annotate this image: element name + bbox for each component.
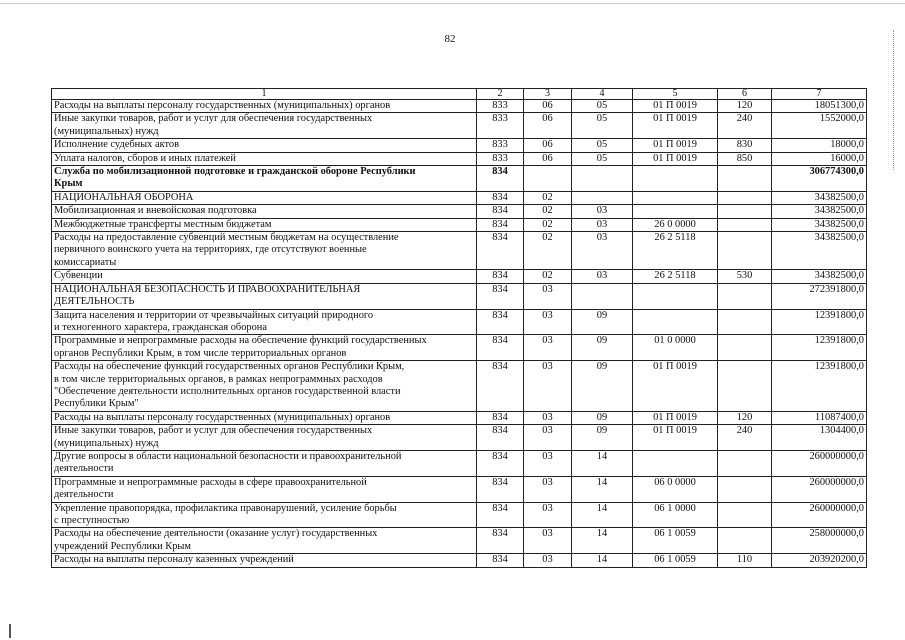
row-target-article: 06 1 0059 (633, 554, 718, 567)
row-ved-code: 834 (477, 309, 524, 335)
header-col-6: 6 (718, 89, 772, 100)
row-section-code: 02 (524, 205, 572, 218)
row-expense-type: 110 (718, 554, 772, 567)
row-name-cell: Расходы на обеспечение деятельности (оказание услуг) государственных учреждений Республики Крым (52, 528, 477, 554)
row-subsection-code: 14 (572, 450, 633, 476)
row-name-cell: Расходы на предоставление субвенций местным бюджетам на осуществление первичного воинского учета на территориях, где отсутствуют военные комиссариаты (52, 232, 477, 270)
table-row (52, 283, 867, 309)
budget-table (51, 88, 867, 568)
row-subsection-code: 05 (572, 100, 633, 113)
row-amount: 16000,0 (772, 152, 867, 165)
row-expense-type: 530 (718, 270, 772, 283)
row-ved-code: 833 (477, 113, 524, 139)
row-amount: 12391800,0 (772, 361, 867, 412)
row-section-code: 03 (524, 309, 572, 335)
row-subsection-code (572, 166, 633, 192)
row-subsection-code: 05 (572, 152, 633, 165)
row-subsection-code: 09 (572, 425, 633, 451)
table-row (52, 232, 867, 270)
table-row (52, 270, 867, 283)
row-section-code: 03 (524, 476, 572, 502)
row-target-article: 01 П 0019 (633, 100, 718, 113)
row-section-code: 03 (524, 335, 572, 361)
row-expense-type: 240 (718, 425, 772, 451)
row-ved-code: 834 (477, 476, 524, 502)
row-section-code: 03 (524, 502, 572, 528)
row-section-code: 03 (524, 554, 572, 567)
scan-top-edge (0, 3, 905, 4)
table-row (52, 476, 867, 502)
row-name-cell: НАЦИОНАЛЬНАЯ БЕЗОПАСНОСТЬ И ПРАВООХРАНИТЕЛЬНАЯ ДЕЯТЕЛЬНОСТЬ (52, 283, 477, 309)
row-name-cell: Мобилизационная и вневойсковая подготовка (52, 205, 477, 218)
row-ved-code: 834 (477, 361, 524, 412)
row-expense-type: 850 (718, 152, 772, 165)
row-section-code: 06 (524, 139, 572, 152)
row-expense-type (718, 232, 772, 270)
row-name-cell: Другие вопросы в области национальной безопасности и правоохранительной деятельности (52, 450, 477, 476)
row-section-code: 06 (524, 100, 572, 113)
row-subsection-code: 14 (572, 476, 633, 502)
row-target-article: 06 0 0000 (633, 476, 718, 502)
row-amount: 34382500,0 (772, 218, 867, 231)
row-section-code: 03 (524, 283, 572, 309)
row-section-code (524, 166, 572, 192)
row-ved-code: 834 (477, 502, 524, 528)
row-name-cell: Укрепление правопорядка, профилактика правонарушений, усиление борьбы с преступностью (52, 502, 477, 528)
row-section-code: 02 (524, 191, 572, 204)
row-target-article: 26 2 5118 (633, 232, 718, 270)
row-target-article (633, 450, 718, 476)
row-subsection-code: 05 (572, 113, 633, 139)
row-amount: 306774300,0 (772, 166, 867, 192)
row-section-code: 03 (524, 411, 572, 424)
row-name-cell: Исполнение судебных актов (52, 139, 477, 152)
row-target-article (633, 166, 718, 192)
row-ved-code: 834 (477, 554, 524, 567)
table-row (52, 450, 867, 476)
table-row (52, 152, 867, 165)
row-ved-code: 834 (477, 450, 524, 476)
row-amount: 34382500,0 (772, 191, 867, 204)
row-amount: 18000,0 (772, 139, 867, 152)
scan-right-marks (893, 30, 896, 170)
row-expense-type: 120 (718, 100, 772, 113)
row-subsection-code: 03 (572, 270, 633, 283)
row-expense-type (718, 502, 772, 528)
row-subsection-code: 09 (572, 309, 633, 335)
row-name-cell: Служба по мобилизационной подготовке и гражданской обороне Республики Крым (52, 166, 477, 192)
table-row (52, 113, 867, 139)
table-row (52, 502, 867, 528)
row-target-article (633, 283, 718, 309)
row-ved-code: 834 (477, 335, 524, 361)
row-subsection-code: 14 (572, 502, 633, 528)
row-amount: 203920200,0 (772, 554, 867, 567)
row-amount: 34382500,0 (772, 205, 867, 218)
table-row (52, 425, 867, 451)
row-amount: 260000000,0 (772, 476, 867, 502)
row-expense-type (718, 205, 772, 218)
row-target-article: 01 П 0019 (633, 411, 718, 424)
table-row (52, 528, 867, 554)
row-amount: 34382500,0 (772, 270, 867, 283)
row-section-code: 03 (524, 528, 572, 554)
row-amount: 12391800,0 (772, 309, 867, 335)
row-section-code: 03 (524, 425, 572, 451)
row-ved-code: 834 (477, 232, 524, 270)
row-target-article: 26 0 0000 (633, 218, 718, 231)
row-amount: 11087400,0 (772, 411, 867, 424)
row-name-cell: Защита населения и территории от чрезвычайных ситуаций природного и техногенного характера, гражданская оборона (52, 309, 477, 335)
row-target-article: 06 1 0059 (633, 528, 718, 554)
row-expense-type (718, 528, 772, 554)
table-body (52, 100, 867, 568)
row-ved-code: 833 (477, 139, 524, 152)
row-subsection-code: 09 (572, 411, 633, 424)
row-amount: 260000000,0 (772, 450, 867, 476)
row-name-cell: Субвенции (52, 270, 477, 283)
row-target-article: 01 П 0019 (633, 152, 718, 165)
table-row (52, 191, 867, 204)
table-row (52, 411, 867, 424)
row-target-article: 26 2 5118 (633, 270, 718, 283)
row-target-article: 01 П 0019 (633, 113, 718, 139)
row-ved-code: 834 (477, 218, 524, 231)
table-row (52, 309, 867, 335)
table-row (52, 205, 867, 218)
row-section-code: 02 (524, 270, 572, 283)
table-row (52, 335, 867, 361)
row-subsection-code: 03 (572, 232, 633, 270)
header-col-1: 1 (52, 89, 477, 100)
row-name-cell: Программные и непрограммные расходы на обеспечение функций государственных органов Республики Крым, в том числе территориальных органов (52, 335, 477, 361)
row-name-cell: Уплата налогов, сборов и иных платежей (52, 152, 477, 165)
page-number: 82 (444, 33, 456, 45)
row-name-cell: Расходы на выплаты персоналу казенных учреждений (52, 554, 477, 567)
row-section-code: 03 (524, 450, 572, 476)
row-amount: 12391800,0 (772, 335, 867, 361)
row-subsection-code: 05 (572, 139, 633, 152)
header-col-3: 3 (524, 89, 572, 100)
row-amount: 260000000,0 (772, 502, 867, 528)
row-ved-code: 834 (477, 283, 524, 309)
table-header-row (52, 89, 867, 100)
row-amount: 1304400,0 (772, 425, 867, 451)
header-col-2: 2 (477, 89, 524, 100)
row-ved-code: 834 (477, 166, 524, 192)
row-target-article (633, 191, 718, 204)
row-subsection-code: 09 (572, 335, 633, 361)
row-target-article: 01 П 0019 (633, 139, 718, 152)
header-col-7: 7 (772, 89, 867, 100)
row-section-code: 03 (524, 361, 572, 412)
table-row (52, 361, 867, 412)
row-expense-type (718, 166, 772, 192)
row-ved-code: 834 (477, 270, 524, 283)
table-row (52, 166, 867, 192)
row-amount: 258000000,0 (772, 528, 867, 554)
header-col-4: 4 (572, 89, 633, 100)
row-expense-type (718, 283, 772, 309)
row-name-cell: Расходы на обеспечение функций государственных органов Республики Крым, в том числе территориальных органов, в рамках непрограммных расходов "Обеспечение деятельности исполнительных органов государственной власти Республики Крым" (52, 361, 477, 412)
row-name-cell: Расходы на выплаты персоналу государственных (муниципальных) органов (52, 100, 477, 113)
row-ved-code: 833 (477, 152, 524, 165)
row-expense-type (718, 361, 772, 412)
row-ved-code: 834 (477, 425, 524, 451)
row-section-code: 06 (524, 113, 572, 139)
row-name-cell: Программные и непрограммные расходы в сфере правоохранительной деятельности (52, 476, 477, 502)
row-amount: 272391800,0 (772, 283, 867, 309)
row-target-article: 01 0 0000 (633, 335, 718, 361)
table-row (52, 218, 867, 231)
table-row (52, 554, 867, 567)
row-amount: 34382500,0 (772, 232, 867, 270)
row-target-article (633, 309, 718, 335)
row-name-cell: Расходы на выплаты персоналу государственных (муниципальных) органов (52, 411, 477, 424)
scan-left-mark (9, 624, 11, 638)
row-amount: 1552000,0 (772, 113, 867, 139)
row-expense-type (718, 476, 772, 502)
row-target-article: 06 1 0000 (633, 502, 718, 528)
row-expense-type (718, 450, 772, 476)
row-expense-type: 240 (718, 113, 772, 139)
row-ved-code: 834 (477, 205, 524, 218)
row-subsection-code (572, 283, 633, 309)
row-name-cell: НАЦИОНАЛЬНАЯ ОБОРОНА (52, 191, 477, 204)
row-expense-type (718, 191, 772, 204)
row-target-article (633, 205, 718, 218)
row-subsection-code (572, 191, 633, 204)
row-section-code: 02 (524, 232, 572, 270)
table-row (52, 100, 867, 113)
header-col-5: 5 (633, 89, 718, 100)
row-subsection-code: 03 (572, 218, 633, 231)
row-name-cell: Иные закупки товаров, работ и услуг для обеспечения государственных (муниципальных) нужд (52, 425, 477, 451)
row-subsection-code: 03 (572, 205, 633, 218)
row-name-cell: Иные закупки товаров, работ и услуг для обеспечения государственных (муниципальных) нужд (52, 113, 477, 139)
row-expense-type: 120 (718, 411, 772, 424)
row-name-cell: Межбюджетные трансферты местным бюджетам (52, 218, 477, 231)
row-section-code: 06 (524, 152, 572, 165)
row-expense-type (718, 335, 772, 361)
row-expense-type: 830 (718, 139, 772, 152)
row-expense-type (718, 218, 772, 231)
row-section-code: 02 (524, 218, 572, 231)
row-target-article: 01 П 0019 (633, 361, 718, 412)
row-ved-code: 834 (477, 528, 524, 554)
row-expense-type (718, 309, 772, 335)
row-amount: 18051300,0 (772, 100, 867, 113)
row-target-article: 01 П 0019 (633, 425, 718, 451)
row-ved-code: 834 (477, 191, 524, 204)
row-subsection-code: 14 (572, 554, 633, 567)
row-ved-code: 834 (477, 411, 524, 424)
row-subsection-code: 14 (572, 528, 633, 554)
row-ved-code: 833 (477, 100, 524, 113)
table-row (52, 139, 867, 152)
row-subsection-code: 09 (572, 361, 633, 412)
